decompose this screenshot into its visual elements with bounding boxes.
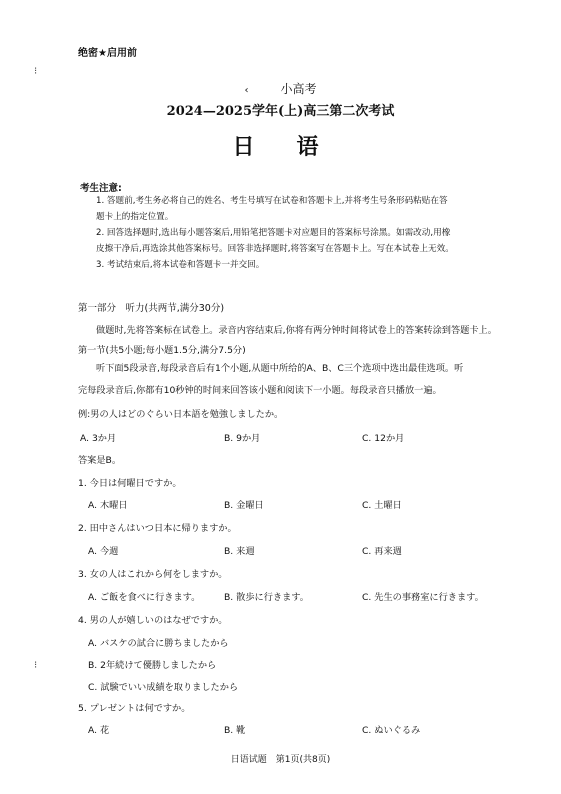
question-3: 3. 女の人はこれから何をしますか。 <box>78 569 228 580</box>
confidential-label: 绝密★启用前 <box>78 48 137 59</box>
notice-item-1: 1. 答题前,考生务必将自己的姓名、考生号填写在试卷和答题卡上,并将考生号条形码粘贴在答题卡上的指定位置。 <box>96 196 448 222</box>
question-4: 4. 男の人が嬉しいのはなぜですか。 <box>78 615 228 626</box>
brand-name: 小高考 <box>280 82 317 96</box>
q3-option-a: A. ご飯を食べに行きます。 <box>88 592 201 603</box>
q3-option-c: C. 先生の事務室に行きます。 <box>362 592 484 603</box>
brand-line <box>0 80 561 97</box>
part1-heading: 第一部分 听力(共两节,满分30分) <box>78 303 225 314</box>
q2-option-c: C. 再来週 <box>362 546 402 557</box>
q1-option-a: A. 木曜日 <box>88 500 128 511</box>
binding-mark: ⁝ <box>34 660 38 671</box>
exam-title: 2024—2025学年(上)高三第二次考试 <box>166 104 395 119</box>
section1-intro: 听下面5段录音,每段录音后有1个小题,从题中所给的A、B、C三个选项中选出最佳选项。听完每段录音后,你都有10秒钟的时间来回答该小题和阅读下一小题。每段录音只播放一遍。 <box>78 363 464 396</box>
example-option-b: B. 9か月 <box>224 433 261 444</box>
q1-option-b: B. 金曜日 <box>224 500 264 511</box>
question-5: 5. プレゼントは何ですか。 <box>78 703 191 714</box>
subject-title: 日 语 <box>232 135 329 160</box>
notice-item-3: 3. 考试结束后,将本试卷和答题卡一并交回。 <box>96 260 265 270</box>
binding-mark: ⁝ <box>34 66 38 77</box>
q5-option-a: A. 花 <box>88 725 110 736</box>
question-2: 2. 田中さんはいつ日本に帰りますか。 <box>78 523 237 534</box>
section1-heading: 第一节(共5小题;每小题1.5分,满分7.5分) <box>78 345 246 356</box>
q4-option-a: A. バスケの試合に勝ちましたから <box>88 638 229 649</box>
q5-option-b: B. 靴 <box>224 725 246 736</box>
notice-heading: 考生注意: <box>80 183 122 194</box>
q2-option-a: A. 今週 <box>88 546 119 557</box>
brand-tick: ‹ <box>244 85 249 96</box>
q3-option-b: B. 散歩に行きます。 <box>224 592 309 603</box>
part1-intro: 做题时,先将答案标在试卷上。录音内容结束后,你将有两分钟时间将试卷上的答案转涂到答题卡上。 <box>96 325 497 336</box>
notice-item-2: 2. 回答选择题时,选出每小题答案后,用铅笔把答题卡对应题目的答案标号涂黑。如需改动,用橡皮擦干净后,再选涂其他答案标号。回答非选择题时,将答案写在答题卡上。写在本试卷上无效。 <box>96 228 454 254</box>
example-option-a: A. 3か月 <box>80 433 117 444</box>
question-1: 1. 今日は何曜日ですか。 <box>78 478 182 489</box>
q1-option-c: C. 土曜日 <box>362 500 402 511</box>
q4-option-c: C. 試験でいい成績を取りましたから <box>88 682 239 693</box>
example-option-c: C. 12か月 <box>362 433 405 444</box>
q4-option-b: B. 2年続けて優勝しましたから <box>88 660 217 671</box>
q2-option-b: B. 来週 <box>224 546 255 557</box>
q5-option-c: C. ぬいぐるみ <box>362 725 421 736</box>
page-footer: 日语试题 第1页(共8页) <box>230 755 331 765</box>
example-question: 例:男の人はどのぐらい日本語を勉強しましたか。 <box>78 409 284 420</box>
example-answer: 答案是B。 <box>78 455 122 466</box>
